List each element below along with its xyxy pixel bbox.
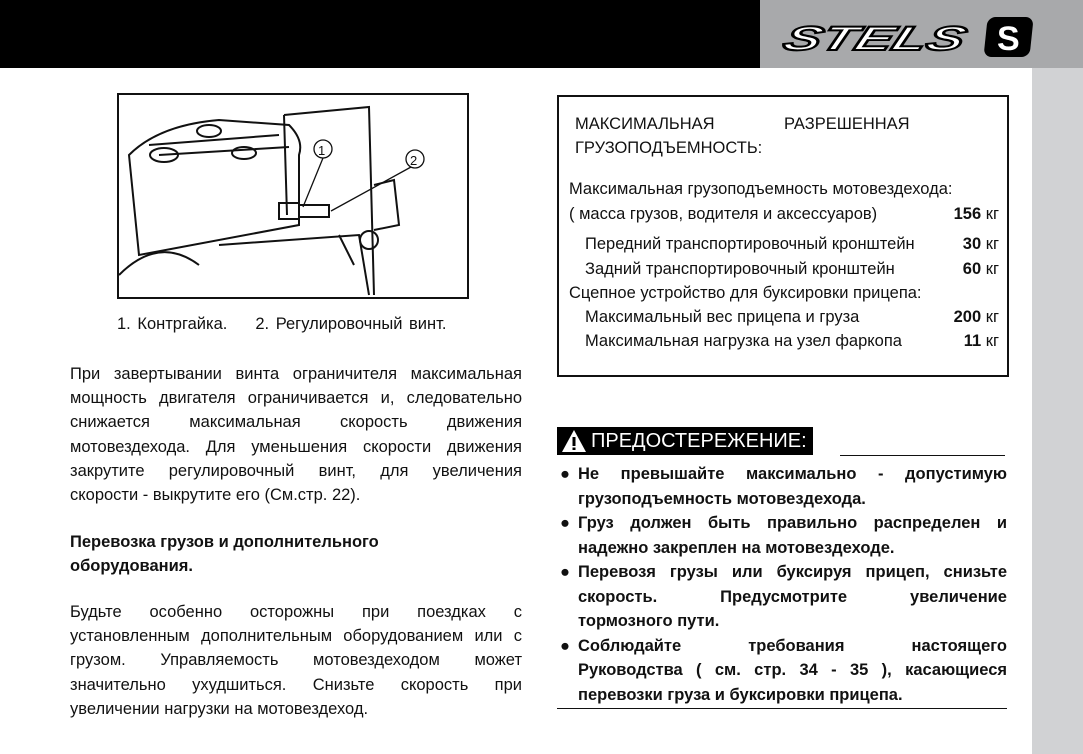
paragraph-limiter	[70, 362, 522, 507]
warning-text: скорость. Предусмотрите увеличение	[578, 587, 1007, 606]
load-capacity-box	[557, 95, 1009, 377]
row-label: Передний транспортировочный кронштейн	[585, 235, 915, 253]
svg-text:S: S	[997, 20, 1020, 58]
row-value: 11	[963, 332, 982, 350]
row-value: 156	[953, 205, 982, 223]
warning-triangle-icon	[561, 429, 587, 453]
heading-line: Перевозка грузов и дополнительного	[70, 533, 379, 551]
bullet: ●	[560, 563, 570, 581]
callout-1: 1	[318, 143, 326, 158]
caption-2: 2. Регулировочный винт.	[255, 315, 447, 333]
row-unit: кг	[985, 235, 999, 253]
svg-text:STELS: STELS	[778, 19, 902, 58]
text-line: скорости - выкрутите его (См.стр. 22).	[70, 486, 361, 505]
warning-text: Груз должен быть правильно распределен и	[578, 514, 1007, 532]
warning-text: перевозки груза и буксировки прицепа.	[578, 685, 903, 704]
side-strip	[1032, 68, 1083, 754]
row-value: 200	[953, 308, 982, 326]
row-value: 30	[962, 235, 982, 253]
header-bar	[0, 0, 760, 68]
box-title: ГРУЗОПОДЪЕМНОСТЬ:	[575, 139, 763, 157]
text-line: Будьте особенно осторожны при поездках с	[70, 603, 522, 621]
row-unit: кг	[985, 308, 999, 326]
row-label: Задний транспортировочный кронштейн	[585, 260, 895, 278]
heading-line: оборудования.	[70, 557, 193, 576]
figure-caption	[117, 315, 474, 334]
caption-1: 1. Контргайка.	[117, 315, 228, 333]
row-label: Сцепное устройство для буксировки прицепа:	[569, 284, 922, 302]
text-line: мощность двигателя ограничивается и, следовательно	[70, 389, 522, 408]
row-unit: кг	[985, 205, 999, 223]
text-line: закрутите регулировочный винт, для увеличения	[70, 461, 522, 480]
box-line: Максимальная грузоподъемность мотовездехода:	[569, 180, 953, 198]
text-line: мотовездехода. Для уменьшения скорости движения	[70, 437, 522, 456]
section-heading	[70, 530, 522, 578]
warning-title: ПРЕДОСТЕРЕЖЕНИЕ:	[591, 429, 807, 452]
screw-illustration	[117, 93, 469, 299]
row-label: ( масса грузов, водителя и аксессуаров)	[569, 205, 878, 223]
bullet: ●	[560, 514, 570, 532]
text-line: снижается максимальная скорость движения	[70, 413, 522, 432]
divider	[557, 708, 1007, 709]
row-unit: кг	[985, 332, 999, 350]
divider	[840, 455, 1005, 456]
callout-2: 2	[410, 153, 418, 168]
warning-list	[557, 462, 1007, 707]
warning-text: грузоподъемность мотовездехода.	[578, 489, 866, 508]
bullet: ●	[560, 465, 570, 483]
warning-text: Руководства ( см. стр. 34 - 35 ), касающиеся	[578, 661, 1007, 679]
row-value: 60	[962, 260, 982, 278]
stels-logo	[778, 14, 1038, 60]
text-line: При завертывании винта ограничителя максимальная	[70, 365, 522, 383]
text-line: грузом. Управляемость мотовездеходом может	[70, 651, 522, 670]
bullet: ●	[560, 636, 570, 655]
box-title: МАКСИМАЛЬНАЯ	[575, 115, 715, 133]
row-label: Максимальный вес прицепа и груза	[585, 308, 860, 326]
text-line: увеличении нагрузки на мотовездеход.	[70, 699, 369, 718]
box-title: РАЗРЕШЕННАЯ	[784, 115, 910, 133]
row-unit: кг	[985, 260, 999, 278]
text-line: значительно ухудшиться. Снизьте скорость при	[70, 675, 522, 694]
row-label: Максимальная нагрузка на узел фаркопа	[585, 332, 902, 350]
warning-text: Перевозя грузы или буксируя прицеп, снизьте	[578, 563, 1007, 581]
warning-text: тормозного пути.	[578, 612, 720, 630]
warning-text: надежно закреплен на мотовездеходе.	[578, 538, 895, 557]
warning-text: Не превышайте максимально - допустимую	[578, 465, 1007, 483]
warning-header	[557, 427, 813, 455]
paragraph-caution	[70, 600, 522, 721]
text-line: установленным дополнительным оборудованием или с	[70, 627, 522, 646]
warning-text: Соблюдайте требования настоящего	[578, 636, 1007, 655]
